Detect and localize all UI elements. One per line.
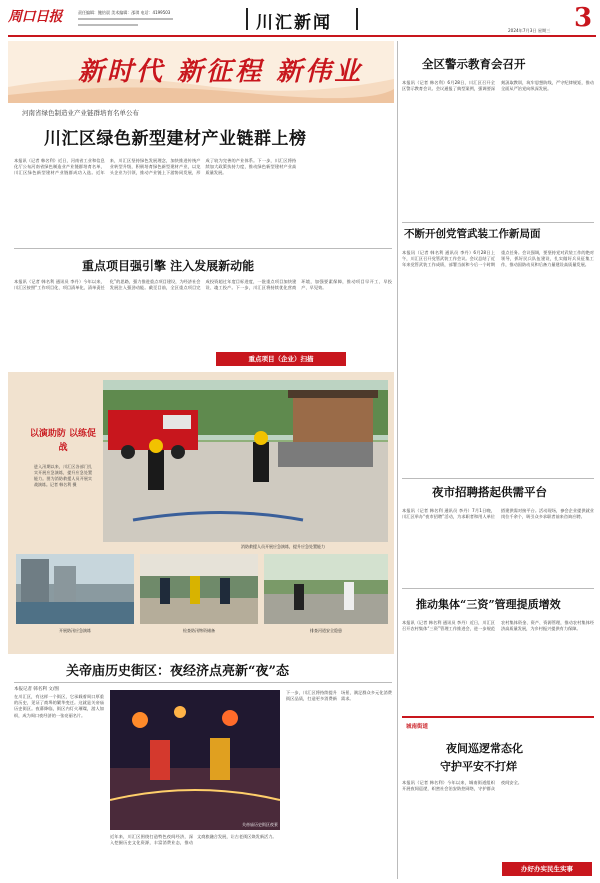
city-column-label: 城南街道 bbox=[406, 724, 429, 730]
article-4-headline: 推动集体“三资”管理提质增效 bbox=[416, 598, 561, 611]
performer bbox=[150, 740, 170, 780]
fire-truck-window bbox=[163, 415, 191, 429]
fire-drill-illustration bbox=[103, 380, 388, 542]
tent bbox=[140, 554, 258, 576]
project-tag-label: 重点项目（企业）扫描 bbox=[248, 355, 314, 363]
night-street-photo bbox=[110, 690, 280, 830]
column-rule bbox=[14, 682, 392, 683]
meta-line-placeholder bbox=[78, 18, 173, 20]
crowd bbox=[278, 442, 373, 467]
paper-logo: 周口日报 bbox=[8, 9, 62, 25]
firefighter bbox=[253, 442, 269, 482]
project-headline: 重点项目强引擎 注入发展新动能 bbox=[82, 259, 255, 273]
edition-date: 2024年7月3日 星期三 bbox=[508, 28, 551, 33]
lead-body: 本报讯（记者 韩名利）近日，河南省工业和信息化厅公布河南省绿色制造业产业链群培育名单，川汇区绿色新型建材产业链群成功入选。近年来，川汇区坚持绿色发展理念，加快推进传统产业转型升级，积极培育绿色新型建材产业，以龙头企业为引领，推动产业链上下游协同发展，形成了较为完善的产业体系。下一步，川汇区将持续加大政策扶持力度，推动绿色新型建材产业高质量发展。 bbox=[14, 158, 297, 176]
article-2-body: 本报讯（记者 韩名利 通讯员 李丹）6月28日上午，川汇区召开党管武装工作会议。会议总结了近年来党管武装工作成绩，部署当前和今后一个时期重点任务。会议强调，要坚持党对武装工作的绝对领导，抓好民兵队伍建设，扎实做好兵员征集工作，推动国防动员和后备力量建设高质量发展。 bbox=[402, 250, 594, 268]
pavilion-roof bbox=[288, 390, 378, 398]
water bbox=[16, 602, 134, 624]
night-body-1: 在川汇区，有这样一个街区，它承载着周口厚重的历史，见证了商埠的繁华变迁。这就是关帝庙历史街区。夜幕降临，街区内灯火璀璨，游人如织，成为周口夜经济的一张亮丽名片。 bbox=[14, 694, 104, 718]
photo-section bbox=[8, 372, 394, 654]
riverbank bbox=[264, 594, 388, 624]
article-rule bbox=[402, 588, 594, 589]
small-photo-illustration bbox=[264, 554, 388, 624]
small-photo-illustration bbox=[16, 554, 134, 624]
building bbox=[54, 566, 76, 604]
section-divider bbox=[356, 8, 358, 30]
project-body: 本报讯（记者 韩名利 通讯员 李丹）今年以来，川汇区按照“工作项目化、项目清单化、清单责任化”的思路，强力推进重点项目建设，为经济社会发展注入强劲动能。截至目前，全区重点项目完成投资超过年度目标进度，一批重点项目加快建设、竣工投产。下一步，川汇区将持续优化营商环境，加强要素保障，推动项目早开工、早投产、早见效。 bbox=[14, 279, 392, 291]
night-headline: 关帝庙历史街区：夜经济点亮新“夜”态 bbox=[66, 664, 289, 679]
pavilion bbox=[293, 394, 373, 444]
article-rule bbox=[402, 222, 594, 223]
firefighter-helmet bbox=[254, 431, 268, 445]
building bbox=[21, 559, 49, 604]
masthead-meta bbox=[78, 10, 238, 15]
article-1-body: 本报讯（记者 韩名利）6月28日，川汇区召开全区警示教育会议。会议通报了典型案例，强调要深刻汲取教训，筑牢思想防线，严守纪律规矩，推动全面从严治党向纵深发展。 bbox=[402, 80, 594, 92]
small-photo-1 bbox=[16, 554, 134, 624]
lead-kicker: 河南省绿色制造业产业链群培育名单公布 bbox=[22, 109, 139, 117]
article-3-headline: 夜市招聘搭起供需平台 bbox=[432, 485, 547, 499]
night-body-3: 下一步，川汇区将持续提升街区品质，打造更多消费新场景，满足群众多元化消费需求。 bbox=[286, 690, 392, 702]
small-photo-3 bbox=[264, 554, 388, 624]
small-photo-2 bbox=[140, 554, 258, 624]
section-divider bbox=[246, 8, 248, 30]
person bbox=[294, 584, 304, 610]
project-tag bbox=[216, 352, 346, 366]
slogan-banner bbox=[8, 41, 394, 103]
city-badge bbox=[502, 862, 592, 876]
page-number: 3 bbox=[574, 3, 593, 33]
masthead bbox=[8, 4, 598, 32]
person bbox=[160, 578, 170, 604]
city-headline-1: 夜间巡逻常态化 bbox=[446, 742, 523, 755]
night-illustration bbox=[110, 690, 280, 830]
photo-side-text: 进入汛期以来，川汇区各部门扎实开展应急演练，提升应急处置能力。图为消防救援人员开展实战演练。记者 韩名利 摄 bbox=[34, 464, 92, 487]
photo-caption-a: 开展防汛应急演练 bbox=[59, 628, 91, 633]
person bbox=[220, 578, 230, 604]
sky bbox=[264, 554, 388, 580]
small-photo-illustration bbox=[140, 554, 258, 624]
column-rule bbox=[14, 248, 392, 249]
stage bbox=[110, 768, 280, 830]
photo-caption-1: 消防救援人员开展应急演练，提升应急处置能力 bbox=[241, 544, 325, 549]
page-column-divider bbox=[397, 41, 398, 879]
city-column-box bbox=[402, 716, 594, 880]
slogan-text: 新时代 新征程 新伟业 bbox=[78, 57, 364, 87]
person bbox=[344, 582, 354, 610]
fire-drill-photo bbox=[103, 380, 388, 542]
truck-wheel bbox=[171, 445, 185, 459]
night-body-2: 近年来，川汇区围绕打造特色夜间经济，深入挖掘历史文化资源，丰富消费业态，推动文商旅融合发展，让古老街区焕发新活力。 bbox=[110, 834, 277, 846]
city-body: 本报讯（记者 韩名利）今年以来，城南街道组织开展夜间巡逻，织密社会治安防控网络，守护群众夜间安全。 bbox=[402, 780, 522, 792]
firefighter-helmet bbox=[149, 439, 163, 453]
night-byline: 本报记者 韩名利 文/图 bbox=[14, 687, 59, 692]
firefighter bbox=[148, 450, 164, 490]
header-rule bbox=[8, 35, 596, 37]
city-headline-2: 守护平安不打烊 bbox=[440, 760, 517, 773]
night-photo-caption: 关帝庙历史街区夜景 bbox=[242, 822, 278, 828]
article-4-body: 本报讯（记者 韩名利 通讯员 李丹）近日，川汇区召开农村集体“三资”管理工作推进会，进一步规范农村集体资金、资产、资源管理，推动农村集体经济高质量发展，为乡村振兴提供有力保障。 bbox=[402, 620, 594, 632]
article-3-body: 本报讯（记者 韩名利 通讯员 李丹）7月1日晚，川汇区举办“夜市招聘”活动，为求职者和用人单位搭建供需对接平台。活动现场，参会企业提供就业岗位千余个，吸引众多求职者前来咨询应聘。 bbox=[402, 508, 594, 520]
photo-caption-c: 排查河道安全隐患 bbox=[310, 628, 342, 633]
photo-caption-b: 检查防汛物资储备 bbox=[183, 628, 215, 633]
lead-headline: 川汇区绿色新型建材产业链群上榜 bbox=[44, 129, 307, 149]
article-2-headline: 不断开创党管武装工作新局面 bbox=[404, 228, 541, 240]
lantern bbox=[132, 712, 148, 728]
lantern bbox=[222, 710, 238, 726]
person bbox=[190, 576, 200, 604]
lantern bbox=[174, 706, 186, 718]
meta-line: 责任编辑：鲍怡晨 美术编辑：邵琪 电话：4199503 bbox=[78, 10, 171, 15]
city-badge-label: 办好办实民生实事 bbox=[521, 865, 573, 873]
performer bbox=[210, 738, 230, 780]
truck-wheel bbox=[121, 445, 135, 459]
section-title: 川汇新闻 bbox=[256, 13, 332, 33]
article-1-headline: 全区警示教育会召开 bbox=[422, 57, 526, 71]
photo-side-title: 以演助防 以练促战 bbox=[29, 429, 97, 453]
article-rule bbox=[402, 478, 594, 479]
meta-line-placeholder bbox=[78, 24, 138, 26]
